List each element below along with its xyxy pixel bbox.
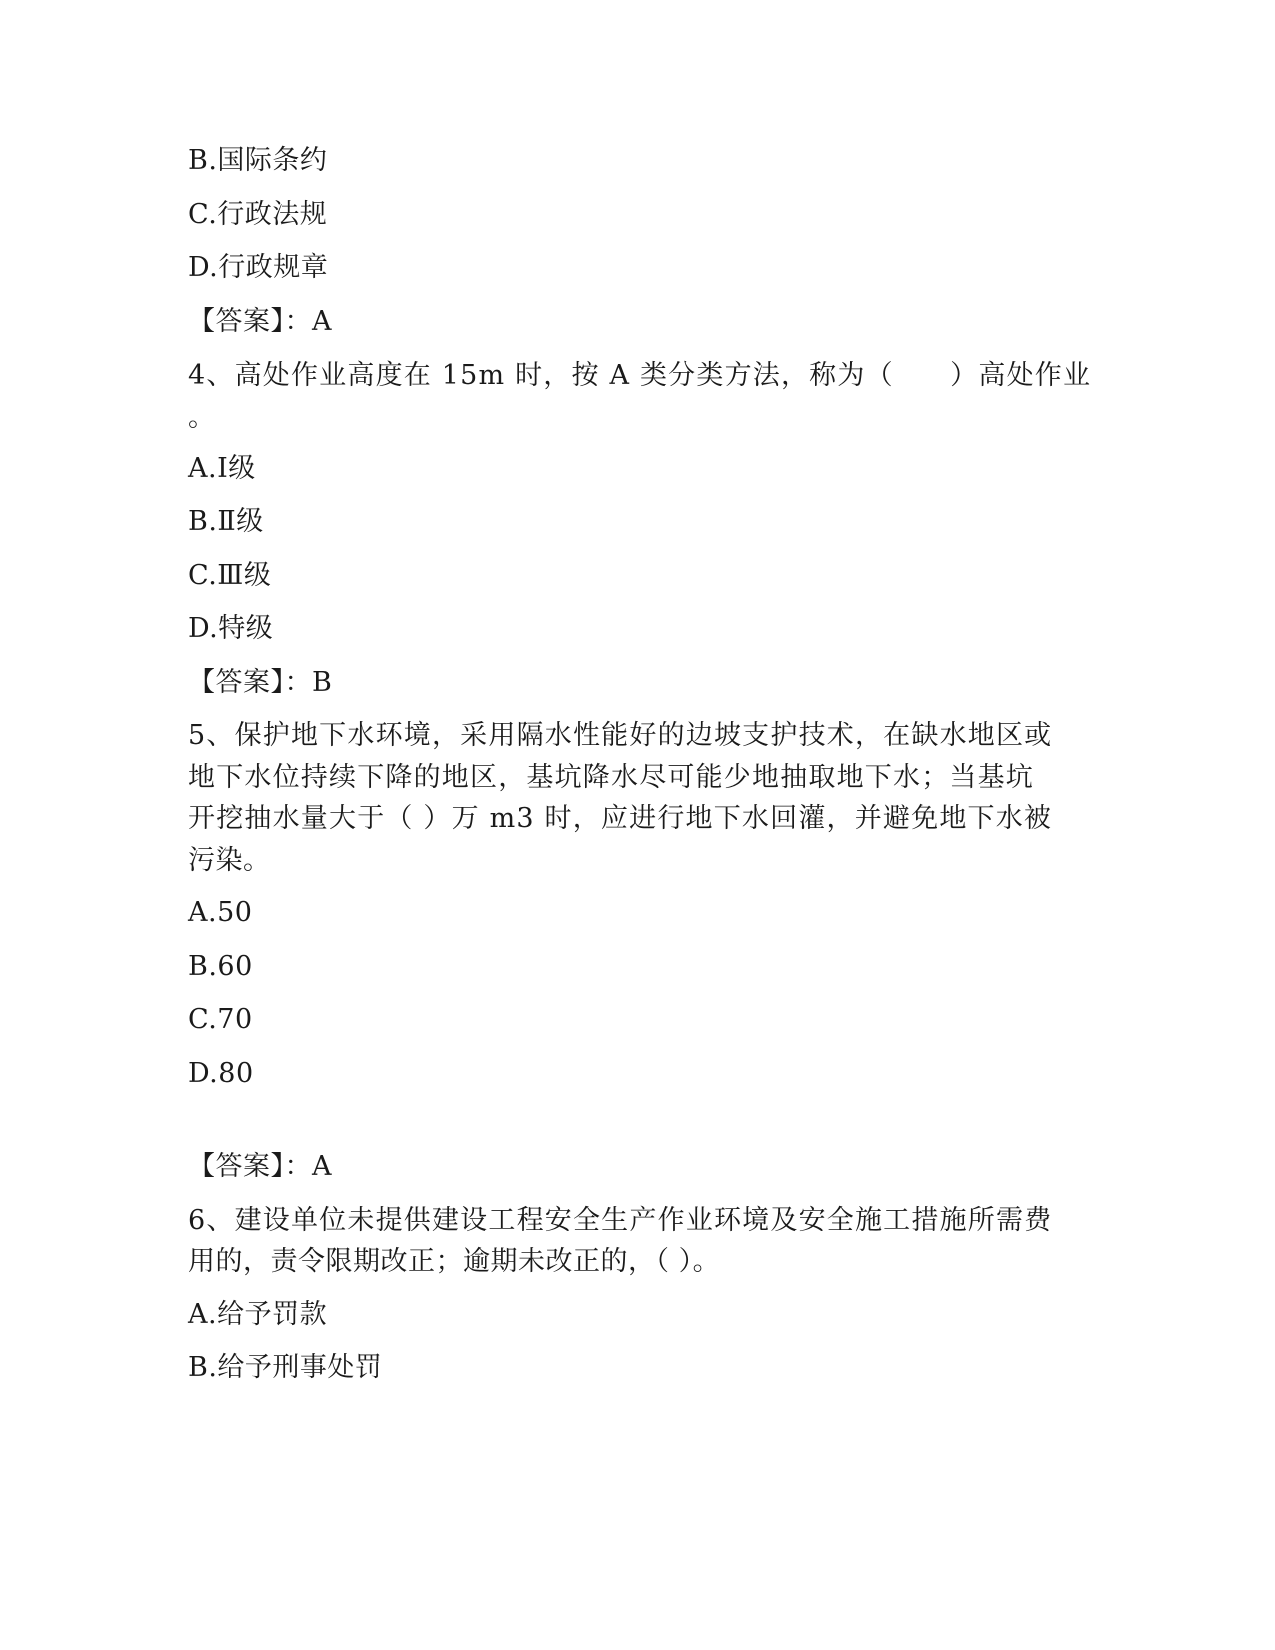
question-5-line-1: 5、保护地下水环境，采用隔水性能好的边坡支护技术，在缺水地区或: [188, 720, 1053, 751]
option-4a: A.Ⅰ级: [188, 453, 256, 484]
option-6a: A.给予罚款: [188, 1299, 328, 1330]
question-5-line-2: 地下水位持续下降的地区，基坑降水尽可能少地抽取地下水；当基坑: [188, 762, 1034, 793]
option-5c: C.70: [188, 1004, 253, 1035]
question-4-line-1: 4、高处作业高度在 15m 时，按 A 类分类方法，称为（ ）高处作业: [188, 360, 1092, 391]
option-5d: D.80: [188, 1058, 254, 1089]
option-4c: C.Ⅲ级: [188, 560, 272, 591]
option-5b: B.60: [188, 951, 253, 982]
option-3b: B.国际条约: [188, 145, 328, 176]
option-4b: B.Ⅱ级: [188, 506, 264, 537]
option-5a: A.50: [188, 897, 253, 928]
question-6-line-1: 6、建设单位未提供建设工程安全生产作业环境及安全施工措施所需费: [188, 1205, 1053, 1236]
option-4d: D.特级: [188, 613, 274, 644]
option-3c: C.行政法规: [188, 199, 328, 230]
answer-3: 【答案】：A: [188, 306, 332, 337]
answer-5: 【答案】：A: [188, 1151, 332, 1182]
option-3d: D.行政规章: [188, 252, 329, 283]
option-6b: B.给予刑事处罚: [188, 1352, 383, 1383]
question-6-line-2: 用的，责令限期改正；逾期未改正的，（ ）。: [188, 1246, 721, 1277]
question-5-line-4: 污染。: [188, 845, 271, 876]
question-4-line-2: 。: [188, 402, 216, 433]
answer-4: 【答案】：B: [188, 667, 333, 698]
question-5-line-3: 开挖抽水量大于（ ）万 m3 时，应进行地下水回灌，并避免地下水被: [188, 803, 1053, 834]
